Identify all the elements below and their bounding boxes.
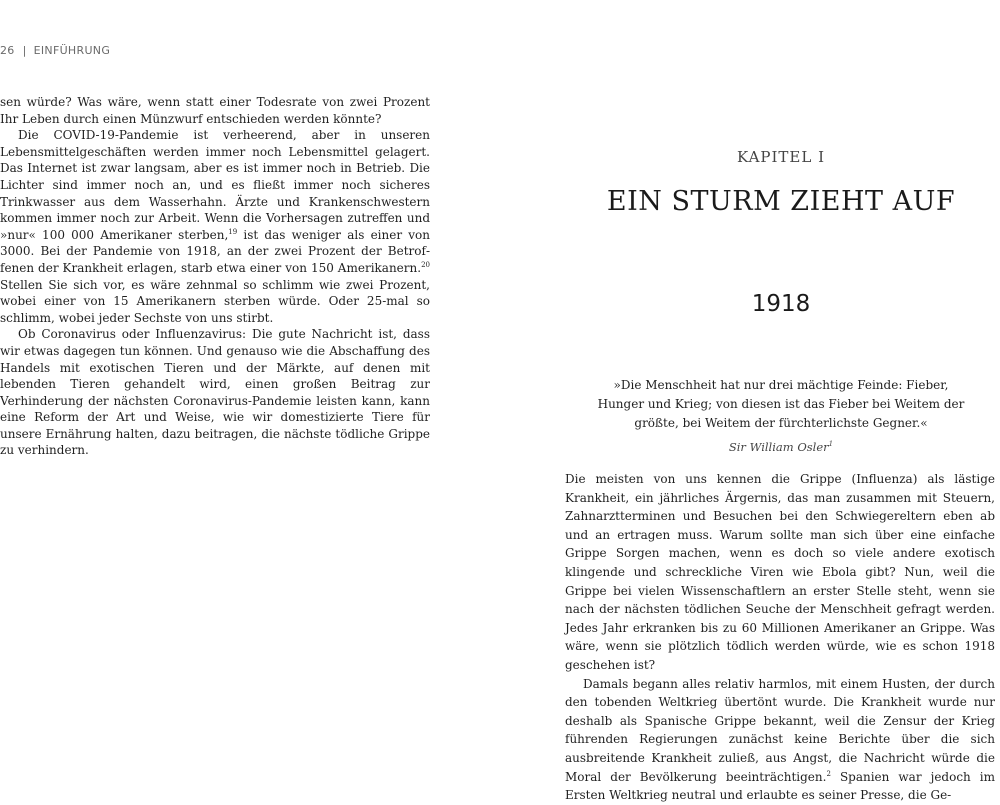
- epigraph-author: Sir William Osler: [728, 440, 829, 454]
- epigraph-source: [565, 440, 997, 454]
- paragraph-text: Die COVID-19-Pandemie ist verheerend, aber in unseren Lebensmittelgeschäften werden immer noch Lebensmittel gelagert. Das Internet ist zwar langsam, aber es ist immer noch in Betrieb. Die Lichter sind immer noch an, und es fließt immer noch sicheres Trinkwasser aus dem Wasserhahn. Ärzte und Krankenschwestern kommen immer noch zur Arbeit. Wenn die Vorhersagen zutreffen und »nur« 100 000 Amerikaner sterben,: [0, 128, 430, 242]
- paragraph-text: ist das weniger als einer von 3000. Bei der Pandemie von 1918, an der zwei Prozent der Betroffenen der Krankheit erlagen, starb etwa einer von 150 Amerikanern.: [0, 227, 430, 275]
- chapter-title: EIN STURM ZIEHT AUF: [606, 186, 956, 217]
- right-page: [565, 0, 997, 803]
- footnote-ref[interactable]: 1: [828, 440, 834, 449]
- running-head: [0, 44, 110, 57]
- running-head-title: EINFÜHRUNG: [33, 44, 111, 57]
- paragraph-text: Damals begann alles relativ harmlos, mit einem Husten, der durch den tobenden Weltkrieg übertönt wurde. Die Krankheit wurde nur deshalb als Spanische Grippe bekannt, weil die Zensur der Krieg führenden Regierungen zunächst keine Berichte über die sich ausbreitende Krankheit zuließ, aus Angst, die Nachricht würde die Moral der Bevölkerung beeinträchtigen.: [565, 676, 995, 784]
- paragraph: [565, 675, 995, 805]
- right-body-text: [565, 470, 995, 805]
- paragraph: [0, 127, 430, 326]
- paragraph: Ob Coronavirus oder Influenzavirus: Die gute Nachricht ist, dass wir etwas dagegen tun können. Und genauso wie die Abschaffung des Handels mit exotischen Tieren und der Märkte, auf denen mit lebenden Tieren gehandelt wird, einen großen Beitrag zur Verhinderung der nächsten Coronavirus-Pandemie leisten kann, kann eine Reform der Art und Weise, wie wir domestizierte Tiere für unsere Ernährung halten, dazu beitragen, die nächste tödliche Grippe zu verhindern.: [0, 327, 430, 458]
- paragraph-text: Stellen Sie sich vor, es wäre zehnmal so schlimm wie zwei Prozent, wobei einer von 15 Amerikanern sterben würde. Oder 25-mal so schlimm, wobei jeder Sechste von uns stirbt.: [0, 277, 430, 325]
- chapter-label: KAPITEL I: [736, 148, 826, 166]
- running-head-separator: |: [22, 44, 27, 57]
- paragraph: Die meisten von uns kennen die Grippe (Influenza) als lästige Krankheit, ein jährliches Ärgernis, das man zusammen mit Steuern, Zahnarztterminen und Besuchen bei den Schwiegereltern eben ab und an ertragen muss. Warum sollte man sich über eine einfache Grippe Sorgen machen, wenn es doch so viele andere exotisch klingende und schreckliche Viren wie Ebola gibt? Nun, weil die Grippe bei vielen Wissenschaftlern an erster Stelle steht, wenn sie nach der nächsten tödlichen Seuche der Menschheit gefragt werden. Jedes Jahr erkranken bis zu 60 Millionen Amerikaner an Grippe. Was wäre, wenn sie plötzlich tödlich werden würde, wie es schon 1918 geschehen ist?: [565, 472, 995, 672]
- chapter-year: 1918: [751, 291, 811, 317]
- paragraph-text: Spanien war jedoch im Ersten Weltkrieg neutral und erlaubte es seiner Presse, die Ge-: [565, 769, 996, 803]
- page-number: 26: [0, 44, 15, 57]
- footnote-ref[interactable]: 19: [228, 227, 238, 236]
- footnote-ref[interactable]: 20: [421, 260, 430, 269]
- left-page: [0, 0, 440, 800]
- epigraph-quote: »Die Menschheit hat nur drei mächtige Feinde: Fieber, Hunger und Krieg; von diesen ist das Fieber bei Weitem der größte, bei Weitem der fürchterlichste Gegner.«: [597, 378, 965, 430]
- footnote-ref[interactable]: 2: [826, 769, 831, 778]
- paragraph: sen würde? Was wäre, wenn statt einer Todesrate von zwei Prozent Ihr Leben durch einen Münzwurf entschieden werden könnte?: [0, 95, 430, 126]
- left-body-text: [0, 94, 430, 459]
